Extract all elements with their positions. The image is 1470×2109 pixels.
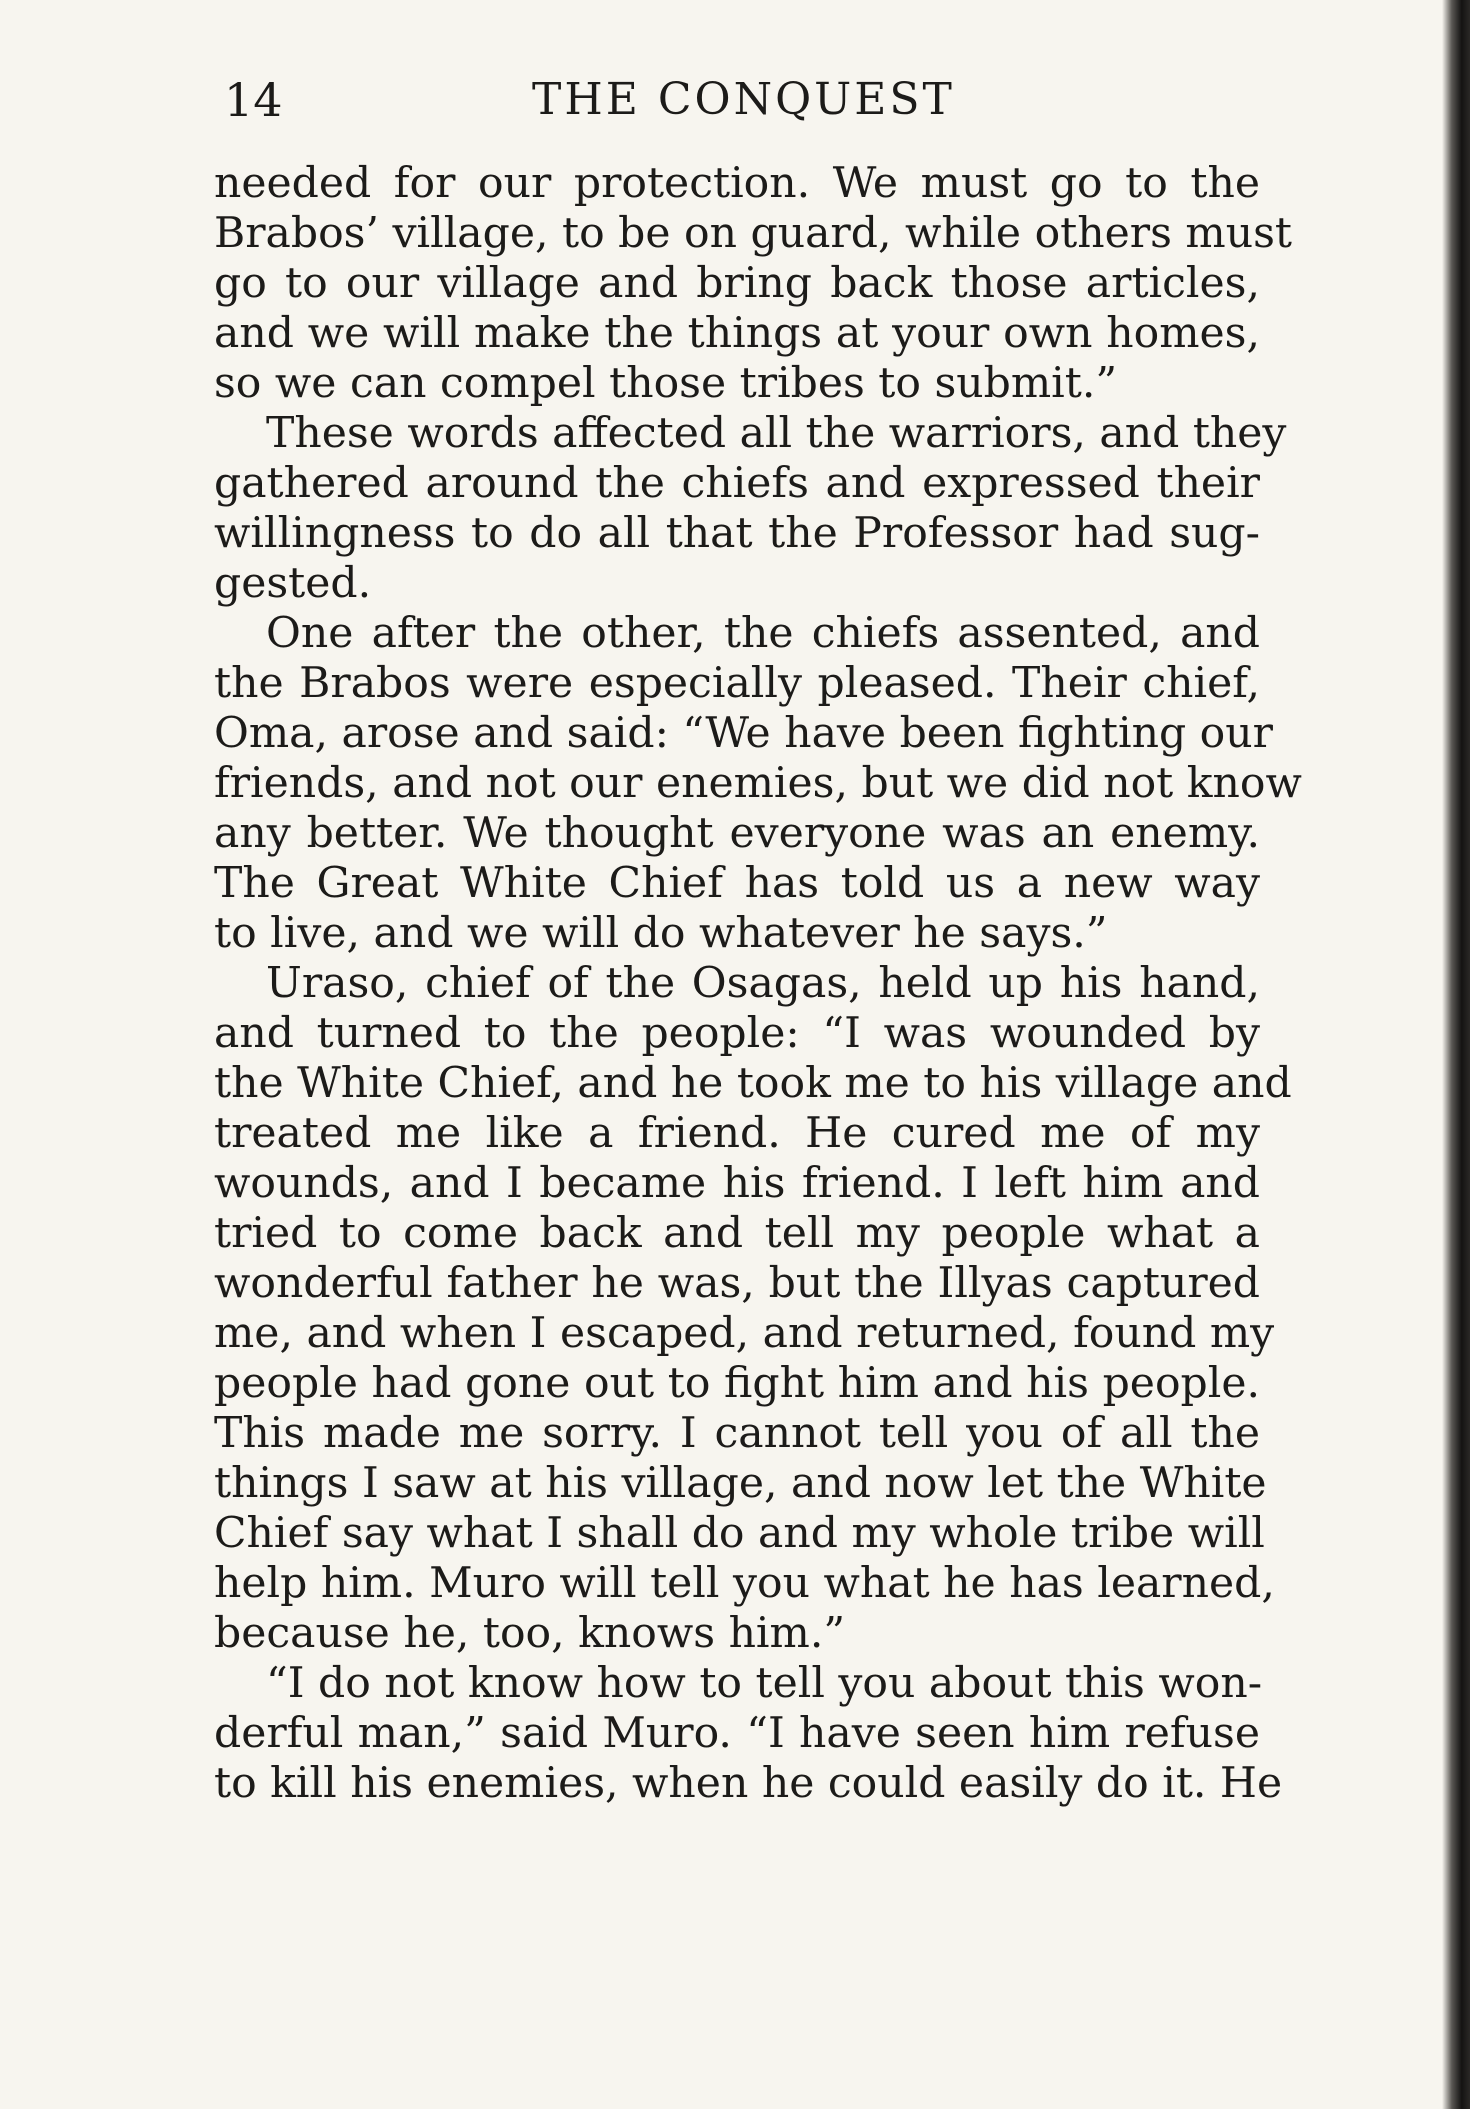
text-line: needed for our protection. We must go to the [214,159,1260,208]
text-line: Chief say what I shall do and my whole tribe will [214,1509,1265,1558]
text-line: people had gone out to fight him and his people. [214,1359,1260,1408]
text-line: the Brabos were especially pleased. Their chief, [214,659,1260,708]
text-line: and we will make the things at your own homes, [214,309,1260,358]
text-line: help him. Muro will tell you what he has learned, [214,1559,1275,1608]
text-line: These words affected all the warriors, and they [266,409,1287,458]
text-line: This made me sorry. I cannot tell you of all the [214,1409,1260,1458]
text-line: gested. [214,559,372,608]
page-header [212,70,1262,130]
text-line: to live, and we will do whatever he says.” [214,909,1108,958]
text-line: “I do not know how to tell you about this won- [266,1659,1263,1708]
text-line: so we can compel those tribes to submit.” [214,359,1118,408]
text-line: go to our village and bring back those articles, [214,259,1260,308]
text-line: the White Chief, and he took me to his village and [214,1059,1292,1108]
body-text [214,159,1302,1809]
text-line: me, and when I escaped, and returned, found my [214,1309,1275,1358]
text-line: The Great White Chief has told us a new way [214,859,1260,908]
text-line: to kill his enemies, when he could easily do it. He [214,1759,1283,1808]
text-line: Oma, arose and said: “We have been fighting our [214,709,1273,758]
text-line: gathered around the chiefs and expressed their [214,459,1260,508]
text-line: and turned to the people: “I was wounded by [214,1009,1260,1058]
text-line: One after the other, the chiefs assented, and [266,609,1260,658]
text-line: willingness to do all that the Professor had sug- [214,509,1260,558]
text-line: Brabos’ village, to be on guard, while others must [214,209,1292,258]
text-line: wonderful father he was, but the Illyas captured [214,1259,1260,1308]
text-line: friends, and not our enemies, but we did not know [214,759,1302,808]
text-line: things I saw at his village, and now let the White [214,1459,1267,1508]
text-line: derful man,” said Muro. “I have seen him refuse [214,1709,1260,1758]
text-line: Uraso, chief of the Osagas, held up his hand, [266,959,1260,1008]
text-line: because he, too, knows him.” [214,1609,846,1658]
text-line: wounds, and I became his friend. I left him and [214,1159,1260,1208]
page-number: 14 [224,73,283,127]
text-line: any better. We thought everyone was an enemy. [214,809,1260,858]
text-line: treated me like a friend. He cured me of my [214,1109,1260,1158]
running-title: THE CONQUEST [532,74,955,125]
text-line: tried to come back and tell my people what a [214,1209,1260,1258]
book-binding-edge [1442,0,1470,2109]
